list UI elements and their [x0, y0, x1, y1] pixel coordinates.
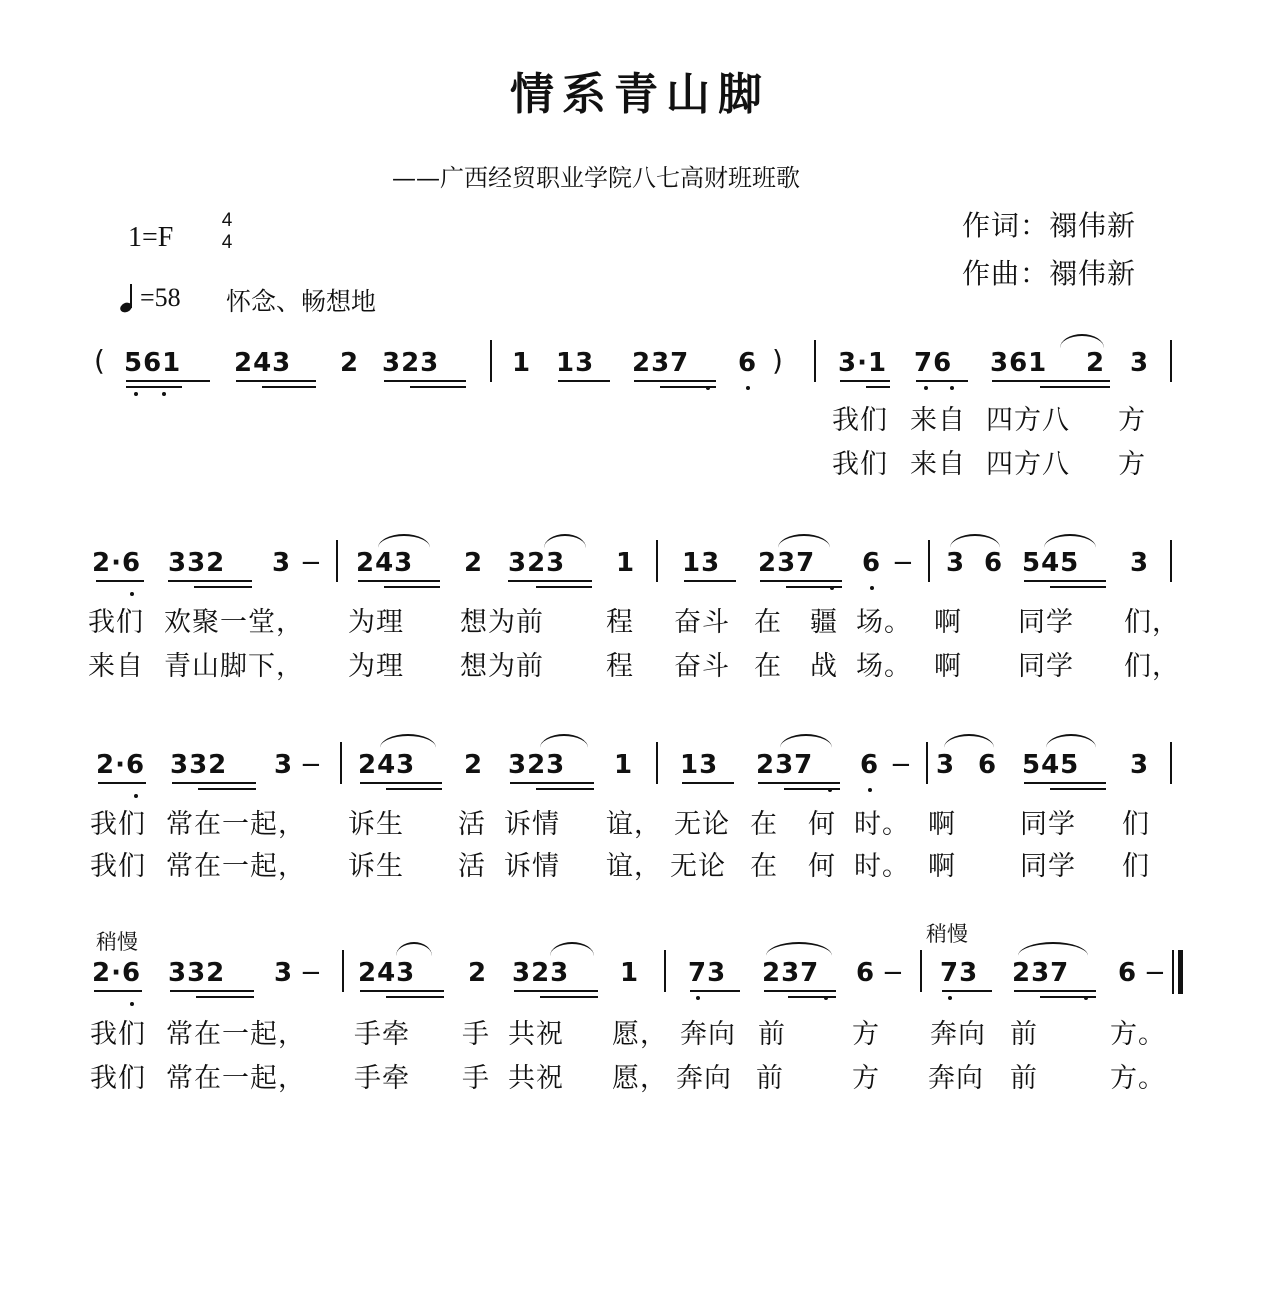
lyric: 来自	[88, 651, 144, 682]
note-group: 76	[914, 348, 953, 378]
note-group: 243	[356, 548, 414, 578]
note-group: 237	[762, 958, 820, 988]
slur	[778, 534, 830, 548]
lyric: 愿，	[612, 1063, 668, 1094]
dash: −	[882, 958, 905, 988]
lyric: 常在一起，	[166, 1019, 306, 1050]
beam-underline	[386, 788, 442, 790]
lyricist-credit: 作词：禤伟新	[962, 209, 1137, 242]
note-group: 73	[688, 958, 727, 988]
lyric: 来自	[910, 449, 966, 480]
lyric: 为理	[348, 607, 404, 638]
barline	[928, 540, 930, 582]
beam-underline	[788, 996, 836, 998]
note-group: 323	[512, 958, 570, 988]
barline	[920, 950, 922, 992]
lyric: 前	[756, 1063, 784, 1094]
lower-octave-dot	[130, 1002, 134, 1006]
lyric: 何	[808, 809, 836, 840]
beam-underline	[360, 990, 444, 992]
lyric: 啊	[934, 651, 962, 682]
lyric: 方	[852, 1063, 880, 1094]
barline	[656, 742, 658, 784]
lyric: 方	[1118, 405, 1146, 436]
lyric: 谊，	[606, 809, 662, 840]
lyric: 我们	[90, 851, 146, 882]
note-group: 2·6	[92, 958, 142, 988]
lower-octave-dot	[824, 996, 828, 1000]
note-group: 237	[1012, 958, 1070, 988]
beam-underline	[682, 782, 734, 784]
lyric: 无论	[674, 809, 730, 840]
beam-underline	[94, 990, 142, 992]
lyric: 们	[1122, 809, 1150, 840]
beam-underline	[942, 990, 992, 992]
beam-underline	[916, 380, 968, 382]
lyric: 无论	[670, 851, 726, 882]
beam-underline	[540, 996, 598, 998]
lyric: 们	[1122, 851, 1150, 882]
beam-underline	[758, 782, 840, 784]
lyric: 愿，	[612, 1019, 668, 1050]
lyric: 程	[606, 607, 634, 638]
note-group: 1	[512, 348, 532, 378]
note-group: 13	[556, 348, 595, 378]
time-signature-top: 4	[221, 210, 233, 231]
beam-underline	[508, 580, 592, 582]
note-group: 3	[1130, 750, 1150, 780]
lyric: 活	[458, 809, 486, 840]
slur	[550, 942, 594, 956]
tempo-mark-slower: 稍慢	[96, 930, 138, 954]
note-group: 6	[860, 750, 880, 780]
dash: −	[300, 548, 323, 578]
note-group: 3	[1130, 348, 1150, 378]
lyric: 前	[1010, 1063, 1038, 1094]
barline	[926, 742, 928, 784]
barline	[1170, 340, 1172, 382]
lower-octave-dot	[162, 392, 166, 396]
lyric: 啊	[928, 851, 956, 882]
lyric: 谊，	[606, 851, 662, 882]
lyric: 我们	[832, 449, 888, 480]
final-barline-thin	[1172, 950, 1174, 994]
lyric: 奋斗	[674, 607, 730, 638]
paren-open: (	[94, 344, 106, 377]
beam-underline	[690, 990, 740, 992]
slur	[1044, 534, 1096, 548]
beam-underline	[764, 990, 836, 992]
note-group: 3	[272, 548, 292, 578]
note-group: 2	[468, 958, 488, 988]
lyric: 方	[852, 1019, 880, 1050]
slur	[944, 734, 994, 748]
beam-underline	[262, 386, 316, 388]
lower-octave-dot	[706, 386, 710, 390]
note-group: 332	[168, 958, 226, 988]
dash: −	[300, 750, 323, 780]
slur	[1060, 334, 1104, 348]
note-group: 6	[984, 548, 1004, 578]
note-group: 561	[124, 348, 182, 378]
beam-underline	[386, 996, 444, 998]
barline	[664, 950, 666, 992]
lower-octave-dot	[830, 586, 834, 590]
lyric: 同学	[1020, 809, 1076, 840]
lyric: 啊	[928, 809, 956, 840]
song-subtitle: ——广西经贸职业学院八七高财班班歌	[392, 164, 800, 192]
note-group: 323	[382, 348, 440, 378]
lyric: 常在一起，	[166, 1063, 306, 1094]
beam-underline	[172, 782, 256, 784]
note-group: 6	[978, 750, 998, 780]
lyric: 共祝	[508, 1063, 564, 1094]
note-group: 6	[738, 348, 758, 378]
lyric: 同学	[1018, 607, 1074, 638]
lyric: 诉生	[348, 809, 404, 840]
barline	[336, 540, 338, 582]
beam-underline	[126, 386, 182, 388]
beam-underline	[1050, 788, 1106, 790]
beam-underline	[126, 380, 210, 382]
beam-underline	[992, 380, 1110, 382]
lyric: 奔向	[676, 1063, 732, 1094]
note-group: 2	[464, 548, 484, 578]
lyric: 想为前	[460, 607, 544, 638]
note-group: 243	[358, 750, 416, 780]
note-group: 237	[756, 750, 814, 780]
slur	[378, 534, 430, 548]
lyric: 方。	[1110, 1019, 1166, 1050]
beam-underline	[360, 782, 442, 784]
beam-underline	[358, 580, 440, 582]
note-group: 2	[464, 750, 484, 780]
barline	[1170, 742, 1172, 784]
note-group: 545	[1022, 548, 1080, 578]
lyric: 来自	[910, 405, 966, 436]
lyric: 疆	[810, 607, 838, 638]
tempo-value: =58	[140, 283, 181, 312]
lower-octave-dot	[828, 788, 832, 792]
lyric: 场。	[856, 651, 912, 682]
note-group: 3	[274, 750, 294, 780]
lower-octave-dot	[1084, 996, 1088, 1000]
lyric: 们，	[1124, 651, 1180, 682]
lyric: 战	[810, 651, 838, 682]
lyric: 共祝	[508, 1019, 564, 1050]
composer-credit: 作曲：禤伟新	[962, 257, 1137, 290]
beam-underline	[510, 782, 594, 784]
note-group: 3·1	[838, 348, 888, 378]
barline	[1170, 540, 1172, 582]
quarter-note-icon	[120, 282, 136, 312]
lyric: 手牵	[354, 1063, 410, 1094]
note-group: 332	[170, 750, 228, 780]
lyric: 我们	[88, 607, 144, 638]
beam-underline	[410, 386, 466, 388]
note-group: 13	[682, 548, 721, 578]
lower-octave-dot	[870, 586, 874, 590]
beam-underline	[236, 380, 316, 382]
lyric: 奔向	[930, 1019, 986, 1050]
lower-octave-dot	[134, 392, 138, 396]
note-group: 243	[234, 348, 292, 378]
lyric: 常在一起，	[166, 809, 306, 840]
slur	[950, 534, 1000, 548]
note-group: 323	[508, 750, 566, 780]
barline	[342, 950, 344, 992]
lower-octave-dot	[696, 996, 700, 1000]
note-group: 3	[936, 750, 956, 780]
beam-underline	[98, 782, 146, 784]
lyric: 同学	[1020, 851, 1076, 882]
slur	[380, 734, 436, 748]
lyric: 活	[458, 851, 486, 882]
song-title: 情系青山脚	[510, 69, 770, 120]
lyric: 奔向	[680, 1019, 736, 1050]
lyric: 同学	[1018, 651, 1074, 682]
lyric: 在	[750, 809, 778, 840]
lyric: 方	[1118, 449, 1146, 480]
lyric: 四方八	[986, 405, 1070, 436]
note-group: 361	[990, 348, 1048, 378]
lyric: 何	[808, 851, 836, 882]
note-group: 13	[680, 750, 719, 780]
note-group: 3	[274, 958, 294, 988]
slur	[544, 534, 586, 548]
beam-underline	[684, 580, 736, 582]
lyric: 奋斗	[674, 651, 730, 682]
beam-underline	[194, 586, 252, 588]
note-group: 323	[508, 548, 566, 578]
slur	[1018, 942, 1088, 956]
beam-underline	[634, 380, 716, 382]
beam-underline	[1050, 586, 1106, 588]
lower-octave-dot	[950, 386, 954, 390]
note-group: 545	[1022, 750, 1080, 780]
lyric: 诉情	[504, 851, 560, 882]
barline	[656, 540, 658, 582]
time-signature	[216, 210, 238, 254]
lower-octave-dot	[134, 794, 138, 798]
note-group: 243	[358, 958, 416, 988]
lyric: 青山脚下，	[164, 651, 304, 682]
lyric: 为理	[348, 651, 404, 682]
lyric: 方。	[1110, 1063, 1166, 1094]
beam-underline	[1024, 782, 1106, 784]
note-group: 1	[616, 548, 636, 578]
beam-underline	[558, 380, 610, 382]
beam-underline	[1024, 580, 1106, 582]
beam-underline	[760, 580, 842, 582]
beam-underline	[1014, 990, 1096, 992]
note-group: 1	[620, 958, 640, 988]
beam-underline	[536, 586, 592, 588]
lyric: 常在一起，	[166, 851, 306, 882]
lyric: 时。	[854, 851, 910, 882]
lyric: 四方八	[986, 449, 1070, 480]
key-signature: 1=F	[128, 222, 174, 253]
note-group: 332	[168, 548, 226, 578]
lyric: 想为前	[460, 651, 544, 682]
lyric: 手	[462, 1019, 490, 1050]
lyric: 啊	[934, 607, 962, 638]
barline	[340, 742, 342, 784]
lower-octave-dot	[924, 386, 928, 390]
beam-underline	[196, 996, 254, 998]
lyric: 前	[1010, 1019, 1038, 1050]
note-group: 2·6	[96, 750, 146, 780]
note-group: 2	[340, 348, 360, 378]
lyric: 诉情	[504, 809, 560, 840]
slur	[780, 734, 832, 748]
note-group: 2	[1086, 348, 1106, 378]
lyric: 我们	[90, 1019, 146, 1050]
dash: −	[300, 958, 323, 988]
beam-underline	[198, 788, 256, 790]
dash: −	[890, 750, 913, 780]
beam-underline	[840, 380, 890, 382]
lyric: 手牵	[354, 1019, 410, 1050]
note-group: 237	[758, 548, 816, 578]
lower-octave-dot	[868, 788, 872, 792]
note-group: 6	[1118, 958, 1138, 988]
note-group: 6	[862, 548, 882, 578]
lyric: 们，	[1124, 607, 1180, 638]
lyric: 在	[754, 607, 782, 638]
slur	[540, 734, 588, 748]
lyric: 在	[750, 851, 778, 882]
lyric: 我们	[90, 1063, 146, 1094]
slur	[1046, 734, 1096, 748]
dash: −	[892, 548, 915, 578]
lyric: 场。	[856, 607, 912, 638]
barline	[814, 340, 816, 382]
beam-underline	[96, 580, 144, 582]
lower-octave-dot	[130, 592, 134, 596]
lyric: 我们	[90, 809, 146, 840]
lyric: 我们	[832, 405, 888, 436]
beam-underline	[1040, 386, 1110, 388]
paren-close: )	[772, 344, 784, 377]
beam-underline	[168, 580, 252, 582]
lyric: 程	[606, 651, 634, 682]
time-signature-bottom: 4	[221, 232, 233, 253]
note-group: 6	[856, 958, 876, 988]
lyric: 前	[758, 1019, 786, 1050]
tempo-mark-slower: 稍慢	[926, 922, 968, 946]
lower-octave-dot	[746, 386, 750, 390]
beam-underline	[514, 990, 598, 992]
lyric: 在	[754, 651, 782, 682]
expression-marking: 怀念、畅想地	[226, 287, 377, 316]
beam-underline	[866, 386, 890, 388]
barline	[490, 340, 492, 382]
final-barline-thick	[1178, 950, 1183, 994]
beam-underline	[536, 788, 594, 790]
lyric: 奔向	[928, 1063, 984, 1094]
slur	[396, 942, 432, 956]
dash: −	[1144, 958, 1167, 988]
slur	[766, 942, 832, 956]
lyric: 手	[462, 1063, 490, 1094]
lower-octave-dot	[948, 996, 952, 1000]
lyric: 诉生	[348, 851, 404, 882]
beam-underline	[384, 380, 466, 382]
note-group: 3	[946, 548, 966, 578]
lyric: 时。	[854, 809, 910, 840]
note-group: 3	[1130, 548, 1150, 578]
note-group: 1	[614, 750, 634, 780]
lyric: 欢聚一堂，	[164, 607, 304, 638]
note-group: 2·6	[92, 548, 142, 578]
note-group: 237	[632, 348, 690, 378]
note-group: 73	[940, 958, 979, 988]
beam-underline	[384, 586, 440, 588]
tempo-marking	[120, 282, 181, 313]
beam-underline	[170, 990, 254, 992]
